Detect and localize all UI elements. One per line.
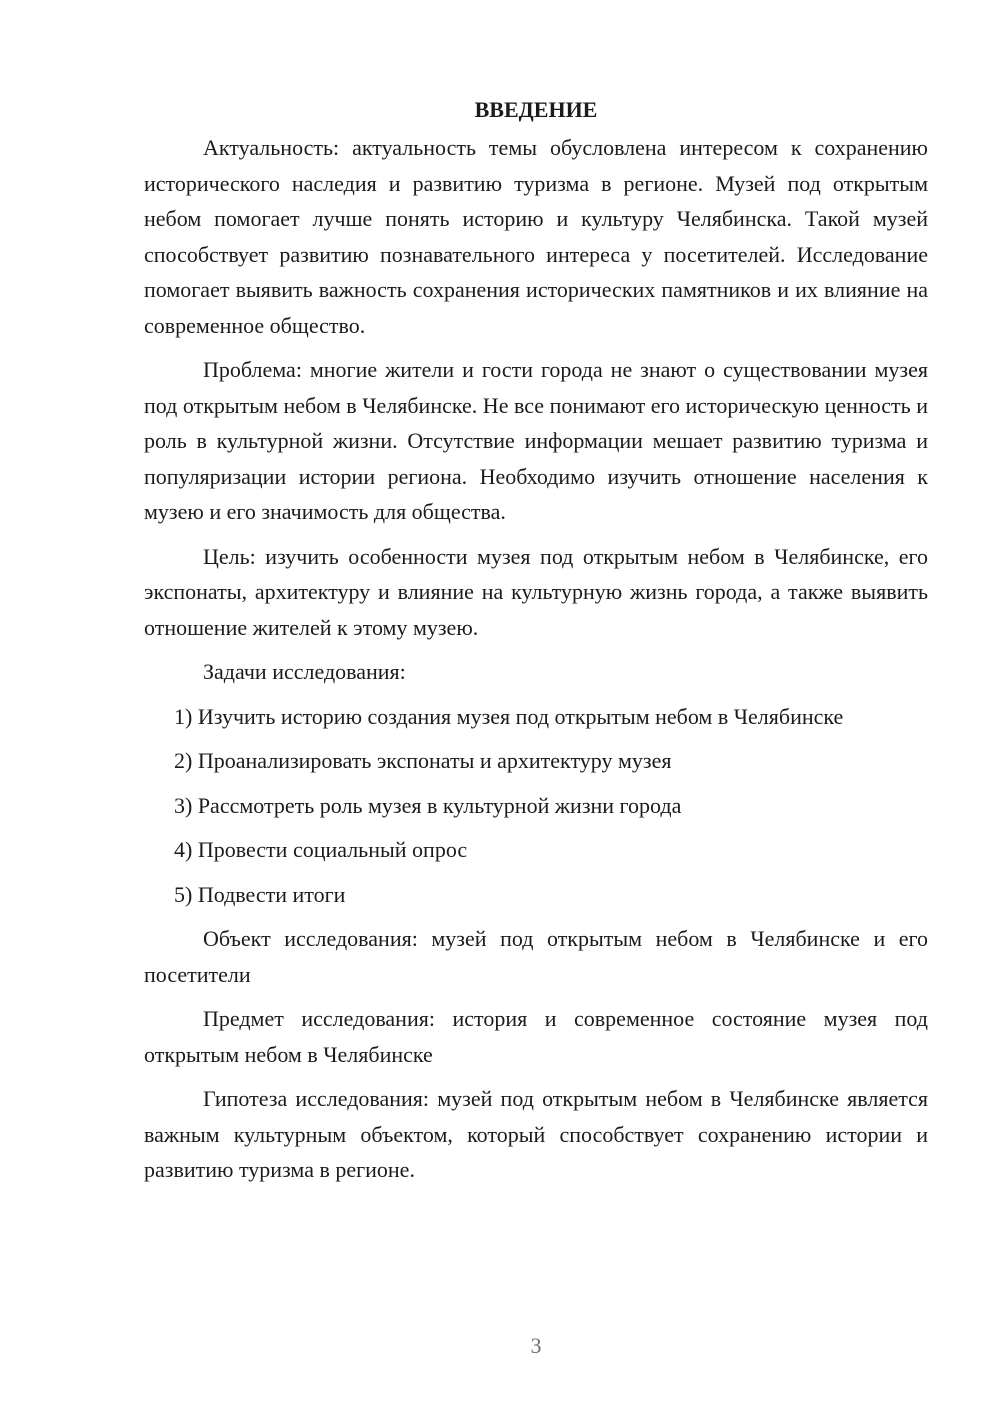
- task-item-2: 2) Проанализировать экспонаты и архитектуру музея: [174, 748, 672, 773]
- subject-paragraph: Предмет исследования: история и современное состояние музея под открытым небом в Челябинске: [144, 1006, 928, 1067]
- task-item-4: 4) Провести социальный опрос: [174, 837, 468, 862]
- problem-paragraph: Проблема: многие жители и гости города не знают о существовании музея под открытым небом в Челябинске. Не все понимают его историческую ценность и роль в культурной жизни. Отсутствие информации мешает развитию туризма и популяризации истории региона. Необходимо изучить отношение населения к музею и его значимость для общества.: [144, 357, 928, 524]
- task-item-5: 5) Подвести итоги: [174, 881, 346, 907]
- object-paragraph: Объект исследования: музей под открытым небом в Челябинске и его посетители: [144, 926, 928, 987]
- section-heading: ВВЕДЕНИЕ: [474, 97, 598, 122]
- task-item-3: 3) Рассмотреть роль музея в культурной жизни города: [174, 792, 682, 818]
- page-number: 3: [530, 1333, 542, 1358]
- hypothesis-paragraph: Гипотеза исследования: музей под открытым небом в Челябинске является важным культурным объектом, который способствует сохранению истории и развитию туризма в регионе.: [144, 1086, 928, 1182]
- tasks-title: Задачи исследования:: [203, 659, 406, 684]
- goal-paragraph: Цель: изучить особенности музея под открытым небом в Челябинске, его экспонаты, архитектуру и влияние на культурную жизнь города, а также выявить отношение жителей к этому музею.: [144, 543, 928, 640]
- task-item-1: 1) Изучить историю создания музея под открытым небом в Челябинске: [174, 703, 844, 729]
- document-page: [144, 92, 928, 1197]
- relevance-paragraph: Актуальность: актуальность темы обусловлена интересом к сохранению исторического наследия и развитию туризма в регионе. Музей под открытым небом помогает лучше понять историю и культуру Челябинска. Такой музей способствует развитию познавательного интереса у посетителей. Исследование помогает выявить важность сохранения исторических памятников и их влияние на современное общество.: [144, 135, 928, 338]
